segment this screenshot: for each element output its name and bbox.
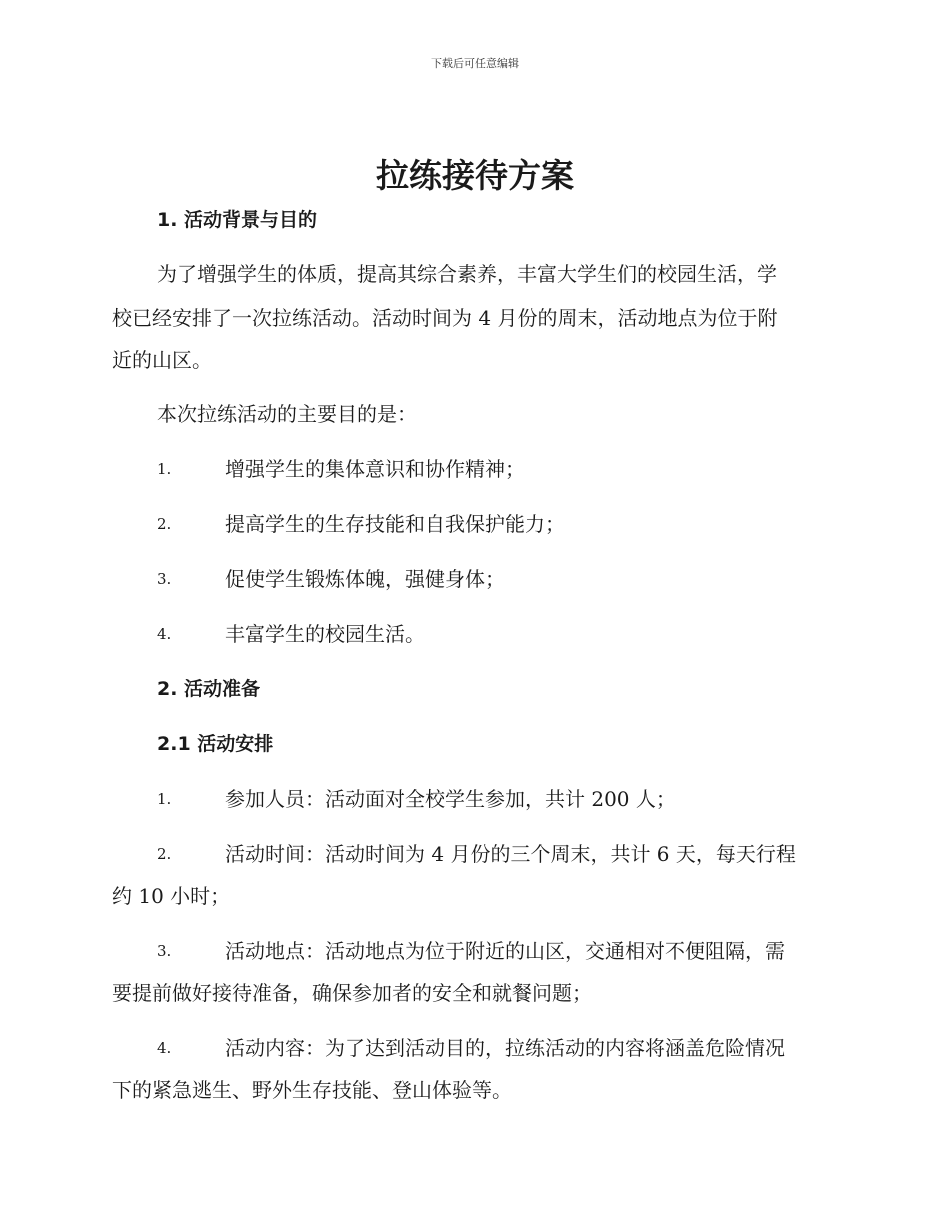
paragraph-intro: 本次拉练活动的主要目的是：	[157, 402, 417, 426]
list-number: 4.	[157, 1039, 172, 1057]
list-number: 1.	[157, 460, 172, 478]
list-item: 活动内容：为了达到活动目的，拉练活动的内容将涵盖危险情况	[225, 1036, 785, 1060]
list-number: 3.	[157, 942, 172, 960]
list-item: 促使学生锻炼体魄，强健身体；	[225, 567, 505, 591]
list-item: 活动地点：活动地点为位于附近的山区，交通相对不便阻隔，需	[225, 939, 785, 963]
list-item-continuation: 约 10 小时；	[112, 884, 231, 908]
list-number: 1.	[157, 790, 172, 808]
section-2-heading: 2. 活动准备	[157, 678, 261, 700]
list-number: 2.	[157, 845, 172, 863]
list-item: 活动时间：活动时间为 4 月份的三个周末，共计 6 天，每天行程	[225, 842, 796, 866]
list-item: 参加人员：活动面对全校学生参加，共计 200 人；	[225, 787, 676, 811]
paragraph-line: 为了增强学生的体质，提高其综合素养，丰富大学生们的校园生活，学	[157, 262, 777, 286]
page-title: 拉练接待方案	[376, 156, 574, 195]
list-item: 提高学生的生存技能和自我保护能力；	[225, 512, 565, 536]
list-number: 2.	[157, 515, 172, 533]
section-2-1-heading: 2.1 活动安排	[157, 733, 274, 755]
list-number: 3.	[157, 570, 172, 588]
section-1-heading: 1. 活动背景与目的	[157, 209, 318, 231]
list-item: 增强学生的集体意识和协作精神；	[225, 457, 525, 481]
list-number: 4.	[157, 625, 172, 643]
list-item-continuation: 下的紧急逃生、野外生存技能、登山体验等。	[112, 1078, 512, 1102]
paragraph-line: 近的山区。	[112, 348, 212, 372]
header-note: 下载后可任意编辑	[431, 57, 519, 70]
list-item: 丰富学生的校园生活。	[225, 622, 425, 646]
paragraph-line: 校已经安排了一次拉练活动。活动时间为 4 月份的周末，活动地点为位于附	[112, 306, 778, 330]
list-item-continuation: 要提前做好接待准备，确保参加者的安全和就餐问题；	[112, 981, 592, 1005]
